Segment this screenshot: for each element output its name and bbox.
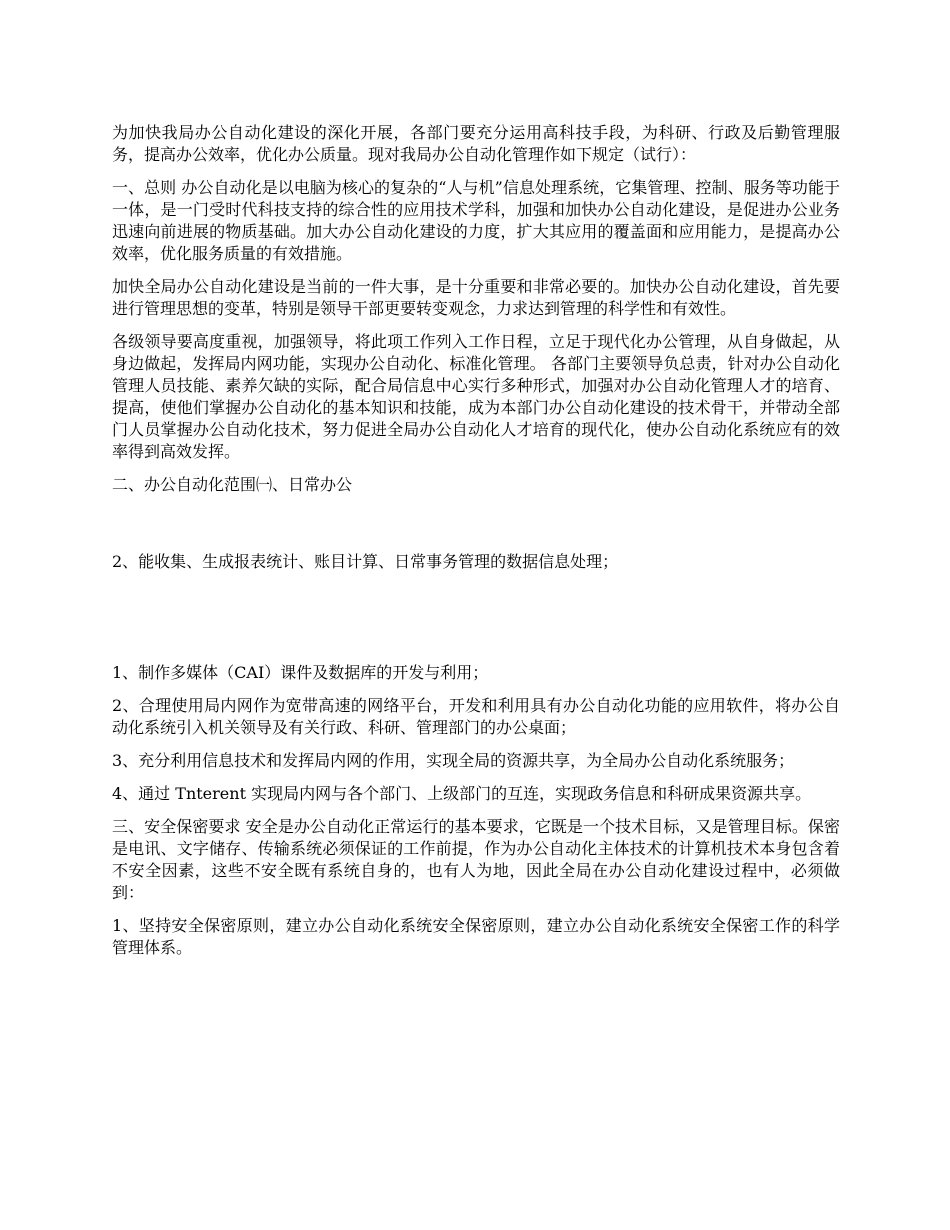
importance-paragraph: 加快全局办公自动化建设是当前的一件大事，是十分重要和非常必要的。加快办公自动化建设，首先要进行管理思想的变革，特别是领导干部更要转变观念，力求达到管理的科学性和有效性。 (112, 277, 840, 318)
general-principles-paragraph: 一、总则 办公自动化是以电脑为核心的复杂的“人与机”信息处理系统，它集管理、控制、服务等功能于一体，是一门受时代科技支持的综合性的应用技术学科，加强和加快办公自动化建设，是促进办公业务迅速向前进展的物质基础。加大办公自动化建设的力度，扩大其应用的覆盖面和应用能力，是提高办公效率，优化服务质量的有效措施。 (112, 178, 840, 263)
leadership-paragraph: 各级领导要高度重视，加强领导，将此项工作列入工作日程，立足于现代化办公管理，从自身做起，从身边做起，发挥局内网功能，实现办公自动化、标准化管理。 各部门主要领导负总责，针对办公自动化管理人员技能、素养欠缺的实际，配合局信息中心实行多种形式，加强对办公自动化管理人才的培育、提高，使他们掌握办公自动化的基本知识和技能，成为本部门办公自动化建设的技术骨干，并带动全部门人员掌握办公自动化技术，努力促进全局办公自动化人才培育的现代化，使办公自动化系统应有的效率得到高效发挥。 (112, 332, 840, 461)
resource-sharing-item: 3、充分利用信息技术和发挥局内网的作用，实现全局的资源共享，为全局办公自动化系统服务； (112, 751, 795, 770)
security-requirements-paragraph: 三、安全保密要求 安全是办公自动化正常运行的基本要求，它既是一个技术目标，又是管理目标。保密是电讯、文字储存、传输系统必须保证的工作前提，作为办公自动化主体技术的计算机技术本身包含着不安全因素，这些不安全既有系统自身的，也有人为地，因此全局在办公自动化建设过程中，必须做到： (112, 817, 840, 902)
intro-paragraph: 为加快我局办公自动化建设的深化开展，各部门要充分运用高科技手段，为科研、行政及后勤管理服务，提高办公效率，优化办公质量。现对我局办公自动化管理作如下规定（试行）： (112, 123, 840, 164)
intranet-platform-item: 2、合理使用局内网作为宽带高速的网络平台，开发和利用具有办公自动化功能的应用软件，将办公自动化系统引入机关领导及有关行政、科研、管理部门的办公桌面； (112, 696, 840, 737)
security-principle-item: 1、坚持安全保密原则，建立办公自动化系统安全保密原则，建立办公自动化系统安全保密工作的科学管理体系。 (112, 916, 840, 957)
interconnect-item: 4、通过 Tnterent 实现局内网与各个部门、上级部门的互连，实现政务信息和科研成果资源共享。 (112, 784, 812, 803)
multimedia-item: 1、制作多媒体（CAI）课件及数据库的开发与利用； (112, 663, 489, 682)
data-processing-item: 2、能收集、生成报表统计、账目计算、日常事务管理的数据信息处理； (112, 552, 619, 571)
document-body (112, 122, 840, 970)
blank-spacer (112, 584, 840, 662)
blank-spacer (112, 507, 840, 551)
scope-heading: 二、办公自动化范围㈠、日常办公 (112, 475, 353, 494)
